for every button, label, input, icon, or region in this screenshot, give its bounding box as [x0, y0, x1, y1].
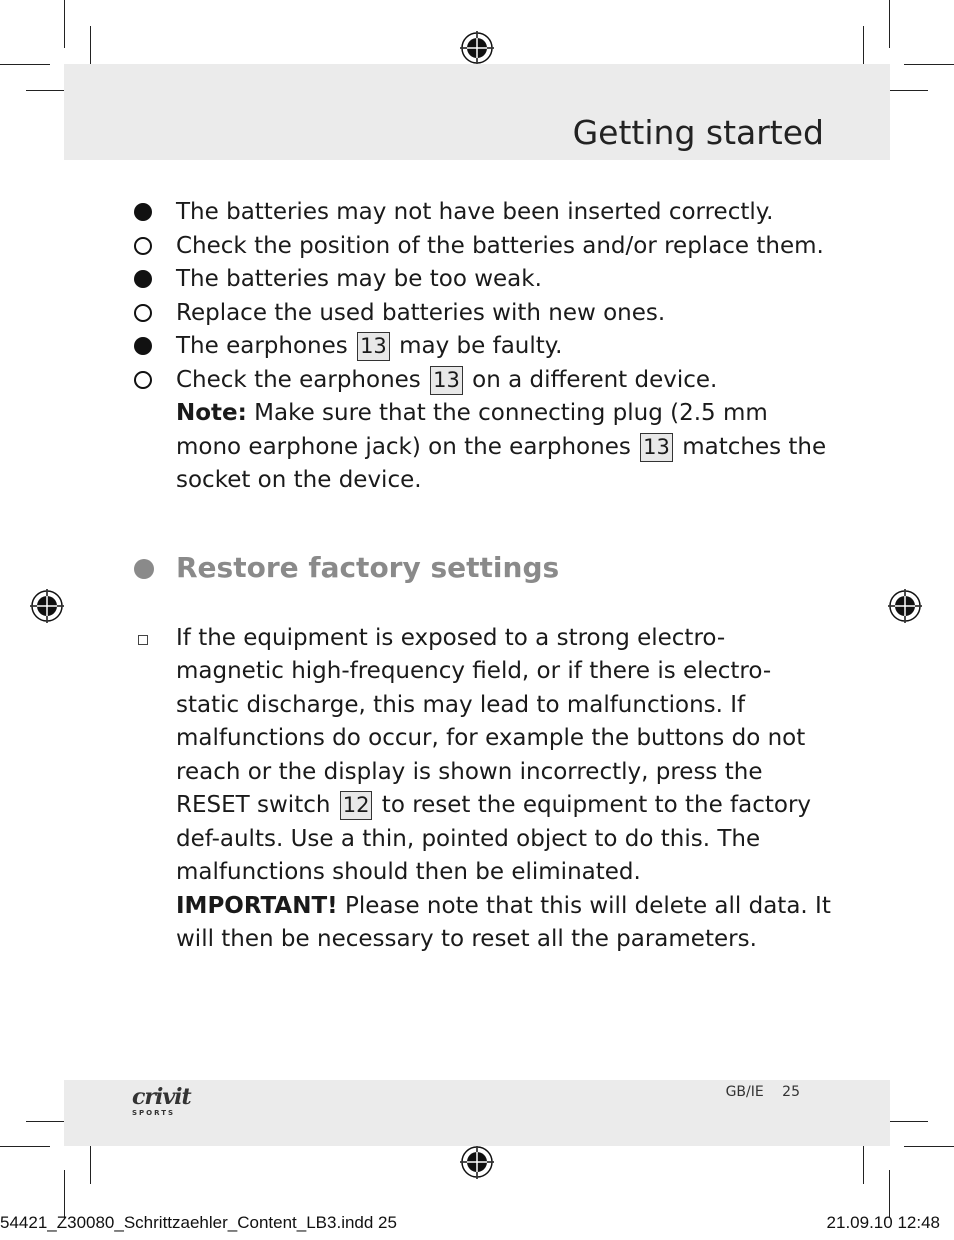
cause-text: The batteries may not have been inserted correctly. — [176, 199, 774, 225]
trouble-cause — [132, 196, 832, 230]
crop-mark — [863, 1140, 864, 1184]
remedy-text: Replace the used batteries with new ones. — [176, 299, 666, 326]
remedy-text: on a different device. — [472, 366, 718, 393]
open-circle-bullet-icon — [134, 237, 152, 255]
logo-subtitle: SPORTS — [132, 1109, 176, 1117]
instruction-paragraph — [132, 622, 832, 890]
crop-mark — [884, 90, 928, 91]
part-reference-badge: 12 — [340, 791, 373, 820]
square-bullet-icon — [138, 635, 148, 645]
registration-mark-icon — [888, 589, 922, 623]
registration-mark-icon — [30, 589, 64, 623]
filled-circle-bullet-icon — [134, 203, 152, 221]
crop-mark — [889, 0, 890, 48]
section-title: Restore factory settings — [176, 550, 560, 584]
cause-text: The batteries may be too weak. — [176, 266, 542, 292]
trouble-cause — [132, 330, 832, 364]
print-file-slug: 54421_Z30080_Schrittzaehler_Content_LB3.indd 25 — [0, 1213, 397, 1232]
page-title: Getting started — [572, 113, 824, 152]
page-footer — [64, 1080, 890, 1146]
crop-mark — [904, 64, 954, 65]
trouble-remedy — [132, 230, 832, 264]
note-paragraph — [132, 397, 832, 498]
remedy-text: Check the position of the batteries and/or replace them. — [176, 232, 824, 259]
section-heading — [132, 548, 832, 588]
brand-logo — [132, 1086, 191, 1117]
page-content — [132, 196, 832, 957]
crop-mark — [64, 1170, 65, 1218]
instruction-text: to reset the equipment to the factory def-aults. Use a thin, pointed object to do this. The malfunctions should then be eliminated. — [176, 792, 812, 885]
crop-mark — [889, 1170, 890, 1218]
part-reference-badge: 13 — [640, 433, 673, 462]
filled-circle-bullet-icon — [134, 270, 152, 288]
page-header — [64, 64, 890, 160]
instruction-text: If the equipment is exposed to a strong electro-magnetic high-frequency field, or if there is electro-static discharge, this may lead to malfunctions. If malfunctions do occur, for example the buttons do not reach or the display is shown incorrectly, press the RESET switch — [176, 624, 806, 818]
crop-mark — [904, 1146, 954, 1147]
note-label: Note: — [176, 400, 247, 426]
trouble-remedy — [132, 297, 832, 331]
crop-mark — [0, 1146, 50, 1147]
filled-circle-bullet-icon — [134, 337, 152, 355]
important-paragraph — [132, 890, 832, 957]
registration-mark-icon — [460, 1145, 494, 1179]
crop-mark — [884, 1121, 928, 1122]
crop-mark — [64, 0, 65, 48]
remedy-text: Check the earphones — [176, 366, 421, 393]
open-circle-bullet-icon — [134, 371, 152, 389]
open-circle-bullet-icon — [134, 304, 152, 322]
region-label: GB/IE — [725, 1084, 764, 1100]
trouble-cause — [132, 263, 832, 297]
cause-text: may be faulty. — [399, 333, 563, 359]
page-number: 25 — [782, 1084, 800, 1100]
part-reference-badge: 13 — [357, 332, 390, 361]
trouble-remedy — [132, 364, 832, 398]
note-text: matches the socket on the device. — [176, 433, 827, 493]
crop-mark — [0, 64, 50, 65]
note-text: Make sure that the connecting plug (2.5 mm mono earphone jack) on the earphones — [176, 400, 768, 460]
print-datetime-slug: 21.09.10 12:48 — [826, 1213, 940, 1232]
footer-meta — [712, 1084, 800, 1100]
section-bullet-icon — [134, 559, 154, 579]
important-label: IMPORTANT! — [176, 892, 338, 919]
registration-mark-icon — [460, 31, 494, 65]
logo-wordmark: crivit — [132, 1084, 191, 1110]
part-reference-badge: 13 — [430, 366, 463, 395]
cause-text: The earphones — [176, 333, 348, 359]
important-text: Please note that this will delete all data. It will then be necessary to reset all the parameters. — [176, 892, 831, 952]
crop-mark — [90, 1140, 91, 1184]
